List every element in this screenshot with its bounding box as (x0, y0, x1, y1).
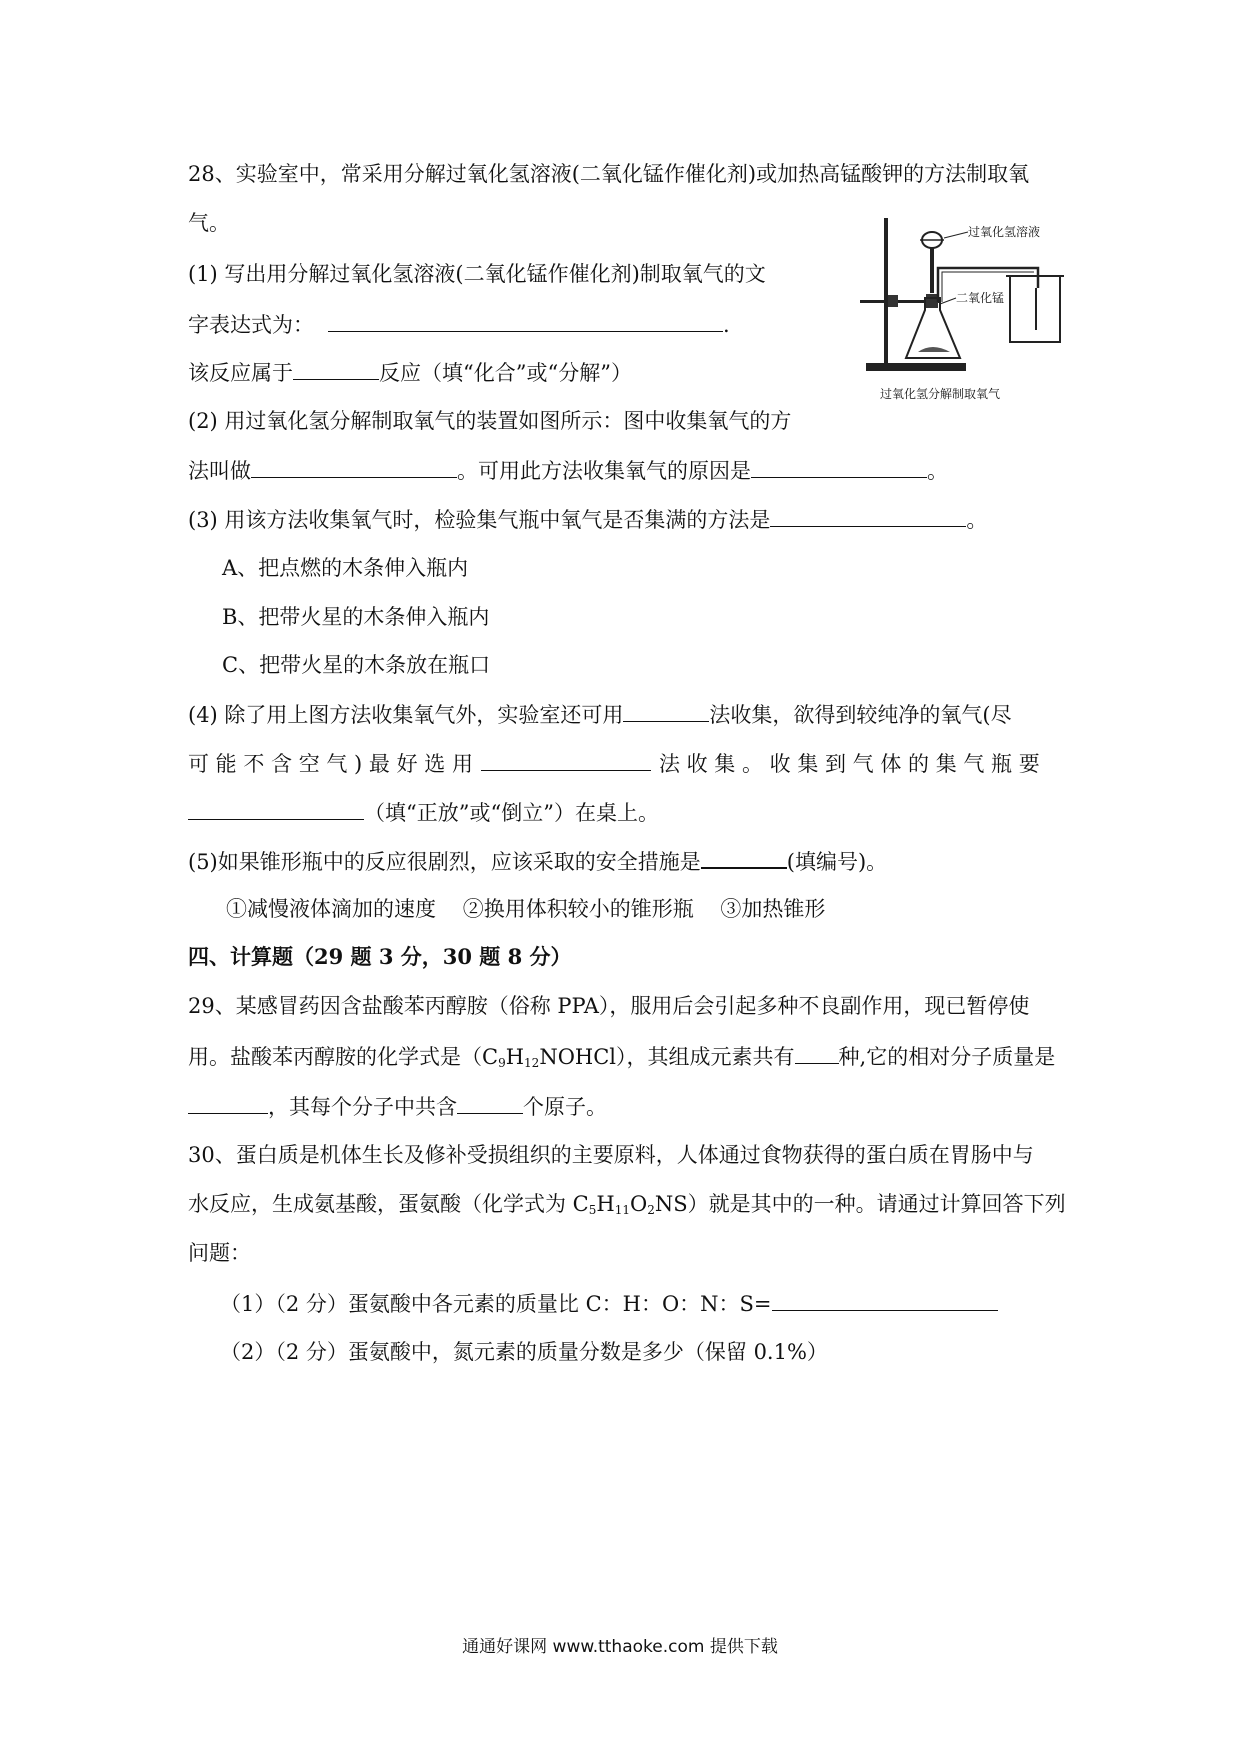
q28-part1-line-1: (1) 写出用分解过氧化氢溶液(二氧化锰作催化剂)制取氧气的文 (188, 262, 766, 286)
q28-line-1: 28、实验室中，常采用分解过氧化氢溶液(二氧化锰作催化剂)或加热高锰酸钾的方法制取氧 (188, 162, 1030, 186)
q30-sub-1 (220, 1288, 998, 1319)
answer-blank-reaction-type[interactable] (293, 357, 379, 380)
q28-part1-line-2 (188, 309, 730, 340)
q29-end: 个原子。 (523, 1095, 607, 1119)
q28-part4-prompt-b: 法收集，欲得到较纯净的氧气(尽 (709, 703, 1012, 727)
q29-formula-sub-c: 9 (498, 1056, 506, 1070)
answer-blank-pure-method[interactable] (481, 748, 651, 771)
q28-part5-line (188, 845, 887, 877)
q29-line-2 (188, 1041, 1055, 1078)
answer-blank-molecular-mass[interactable] (188, 1091, 268, 1114)
figure-caption: 过氧化氢分解制取氧气 (880, 387, 1001, 401)
q29-mass-prompt: 种,它的相对分子质量是 (838, 1045, 1056, 1069)
q30-line-1: 30、蛋白质是机体生长及修补受损组织的主要原料，人体通过食物获得的蛋白质在胃肠中与 (188, 1143, 1034, 1167)
q30-formula-o: O (630, 1192, 648, 1216)
q28-part5-prompt: (5)如果锥形瓶中的反应很剧烈，应该采取的安全措施是 (188, 850, 701, 874)
q28-part1-line-3 (188, 357, 632, 388)
q28-part2-line-1: (2) 用过氧化氢分解制取氧气的装置如图所示：图中收集氧气的方 (188, 409, 792, 433)
option-c: C、把带火星的木条放在瓶口 (222, 653, 491, 677)
answer-blank-method[interactable] (251, 455, 457, 478)
q28-part1-prompt: 字表达式为： (188, 313, 314, 337)
answer-blank-reason[interactable] (751, 455, 927, 478)
q28-part2-line-2 (188, 455, 948, 486)
answer-blank-atom-count[interactable] (457, 1091, 523, 1114)
q30-formula-prefix: 水反应，生成氨基酸，蛋氨酸（化学式为 C (188, 1192, 589, 1216)
answer-blank-equation[interactable] (328, 309, 723, 332)
q28-part4-prompt-d: 法 收 集 。 收 集 到 气 体 的 集 气 瓶 要 (658, 752, 1040, 776)
q28-part3-end: 。 (966, 508, 988, 532)
q29-formula-h: H (505, 1045, 525, 1069)
q28-part4-hint: （填“正放”或“倒立”）在桌上。 (364, 801, 659, 825)
answer-blank-safety[interactable] (701, 845, 787, 869)
section-heading: 四、计算题（29 题 3 分，30 题 8 分） (188, 944, 572, 969)
q30-formula-rest: NS）就是其中的一种。请通过计算回答下列 (654, 1192, 1066, 1216)
q30-formula-sub-o: 2 (647, 1203, 655, 1217)
q29-atom-prompt: ，其每个分子中共含 (268, 1095, 457, 1119)
q30-sub-1-prompt: （1）（2 分）蛋氨酸中各元素的质量比 C：H：O：N：S= (220, 1292, 772, 1316)
q28-part4-line-1 (188, 699, 1012, 730)
q30-line-3: 问题： (188, 1241, 251, 1265)
q29-line-3 (188, 1091, 607, 1122)
q30-formula-h: H (596, 1192, 615, 1216)
q29-formula-sub-h: 12 (524, 1056, 540, 1070)
q28-part2-reason-prompt: 。可用此方法收集氧气的原因是 (457, 459, 751, 483)
q28-part5-options: ①减慢液体滴加的速度 ②换用体积较小的锥形瓶 ③加热锥形 (226, 897, 826, 921)
q30-formula-sub-h: 11 (614, 1203, 630, 1217)
answer-blank-element-count[interactable] (795, 1041, 839, 1064)
answer-blank-mass-ratio[interactable] (772, 1288, 998, 1311)
figure-label-top: 过氧化氢溶液 (968, 225, 1041, 239)
option-b: B、把带火星的木条伸入瓶内 (222, 605, 490, 629)
q29-formula-rest: NOHCl），其组成元素共有 (539, 1045, 795, 1069)
q28-part1-type-prompt: 该反应属于 (188, 361, 293, 385)
apparatus-figure (860, 218, 1070, 408)
q28-part1-end: . (723, 313, 730, 337)
q28-part4-line-2 (188, 748, 1040, 779)
q28-part3-line (188, 504, 987, 535)
q30-line-2 (188, 1189, 1066, 1225)
figure-label-mid: 二氧化锰 (956, 291, 1005, 305)
q28-part4-prompt-a: (4) 除了用上图方法收集氧气外，实验室还可用 (188, 703, 624, 727)
option-a: A、把点燃的木条伸入瓶内 (222, 556, 469, 580)
q29-formula-prefix: 用。盐酸苯丙醇胺的化学式是（C (188, 1045, 499, 1069)
q28-part1-type-hint: 反应（填“化合”或“分解”） (379, 361, 632, 385)
q29-line-1: 29、某感冒药因含盐酸苯丙醇胺（俗称 PPA），服用后会引起多种不良副作用，现已暂停使 (188, 994, 1030, 1018)
q28-part4-prompt-c: 可 能 不 含 空 气 ) 最 好 选 用 (188, 752, 473, 776)
q28-part2-end: 。 (927, 459, 948, 483)
q30-sub-2: （2）（2 分）蛋氨酸中，氮元素的质量分数是多少（保留 0.1%） (220, 1340, 828, 1364)
page-footer: 通通好课网 www.tthaoke.com 提供下载 (462, 1637, 778, 1657)
q30-formula-sub-c: 5 (588, 1203, 597, 1217)
q28-part5-hint: (填编号)。 (786, 850, 888, 874)
q28-line-2: 气。 (188, 211, 230, 235)
q28-part4-line-3 (188, 797, 659, 828)
answer-blank-placement[interactable] (188, 797, 364, 820)
answer-blank-check-method[interactable] (770, 504, 966, 527)
q28-part2-prompt: 法叫做 (188, 459, 251, 483)
answer-blank-alt-method[interactable] (623, 699, 709, 722)
q28-part3-prompt: (3) 用该方法收集氧气时，检验集气瓶中氧气是否集满的方法是 (188, 508, 771, 532)
